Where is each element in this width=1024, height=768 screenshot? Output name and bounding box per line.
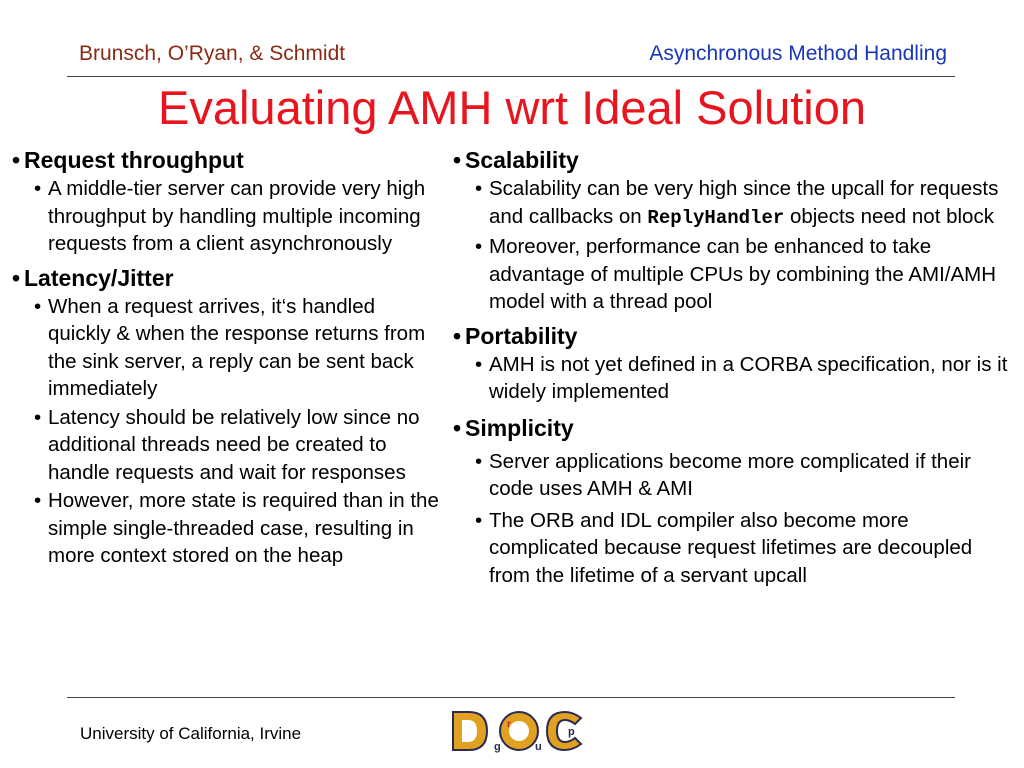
logo-small-r: r — [507, 719, 511, 730]
section-scalability — [453, 146, 1008, 316]
bullet: • — [34, 489, 42, 512]
list-item-text: A middle-tier server can provide very high throughput by handling multiple incoming requests from a client asynchronously — [48, 177, 426, 255]
bullet: • — [475, 235, 483, 258]
logo-letter-o — [500, 712, 538, 750]
logo-letter-c — [547, 712, 581, 750]
logo-small-g: g — [494, 741, 501, 753]
bullet: • — [12, 147, 21, 173]
list-item — [475, 233, 1008, 316]
left-column — [12, 146, 442, 574]
section-title — [453, 322, 1008, 350]
right-column — [453, 146, 1008, 593]
logo-letter-d — [453, 712, 487, 750]
item-text-pre: Scalability can be very high since the upcall for requests and callbacks on — [489, 177, 999, 228]
list-item — [34, 293, 442, 403]
logo-small-p: p — [568, 726, 575, 738]
section-simplicity — [453, 414, 1008, 590]
bullet: • — [34, 177, 42, 200]
list-item-text: However, more state is required than in the simple single-threaded case, resulting in more context stored on the heap — [48, 489, 439, 567]
list-item — [475, 448, 1008, 503]
section-title-text: Simplicity — [465, 414, 574, 441]
list-item-text: AMH is not yet defined in a CORBA specification, nor is it widely implemented — [489, 352, 1008, 403]
list-item-text — [489, 175, 1008, 232]
section-title-text: Scalability — [465, 147, 579, 173]
section-request-throughput — [12, 146, 442, 258]
section-portability — [453, 322, 1008, 406]
section-title-text: Latency/Jitter — [24, 264, 174, 291]
bullet: • — [475, 177, 483, 200]
section-title — [453, 146, 1008, 174]
list-item — [475, 175, 1008, 232]
logo-small-u: u — [535, 741, 542, 753]
item-text-post: objects need not block — [789, 204, 994, 228]
list-item — [475, 507, 1008, 590]
section-title — [453, 414, 1008, 442]
slide-title: Evaluating AMH wrt Ideal Solution — [158, 81, 866, 134]
footer-divider — [67, 697, 955, 698]
code-replyhandler: ReplyHandler — [647, 206, 785, 229]
section-title — [12, 264, 442, 292]
list-item-text: Moreover, performance can be enhanced to take advantage of multiple CPUs by combining the AMI/AMH model with a thread pool — [489, 235, 997, 313]
header-topic: Asynchronous Method Handling — [649, 42, 947, 65]
bullet: • — [475, 449, 483, 473]
section-latency-jitter — [12, 264, 442, 570]
bullet: • — [453, 414, 462, 441]
doc-group-logo — [449, 708, 589, 754]
list-item — [475, 351, 1008, 406]
footer-institution: University of California, Irvine — [80, 724, 302, 743]
bullet: • — [34, 405, 42, 429]
bullet: • — [453, 322, 462, 349]
section-title-text: Portability — [465, 322, 578, 349]
section-title — [12, 146, 442, 174]
list-item-text: When a request arrives, it‘s handled quickly & when the response returns from the sink server, a reply can be sent back immediately — [48, 294, 426, 400]
bullet: • — [475, 352, 483, 376]
section-title-text: Request throughput — [24, 147, 244, 173]
header-authors: Brunsch, O’Ryan, & Schmidt — [79, 42, 346, 65]
list-item — [34, 175, 442, 258]
list-item-text: Latency should be relatively low since no additional threads need be created to handle requests and wait for responses — [48, 405, 420, 484]
bullet: • — [475, 508, 483, 532]
list-item — [34, 487, 442, 570]
list-item-text: Server applications become more complicated if their code uses AMH & AMI — [489, 449, 971, 500]
bullet: • — [34, 294, 42, 318]
bullet: • — [453, 147, 462, 173]
header-divider — [67, 76, 955, 77]
list-item — [34, 404, 442, 487]
bullet: • — [12, 264, 21, 291]
list-item-text: The ORB and IDL compiler also become more complicated because request lifetimes are decoupled from the lifetime of a servant upcall — [489, 508, 973, 587]
